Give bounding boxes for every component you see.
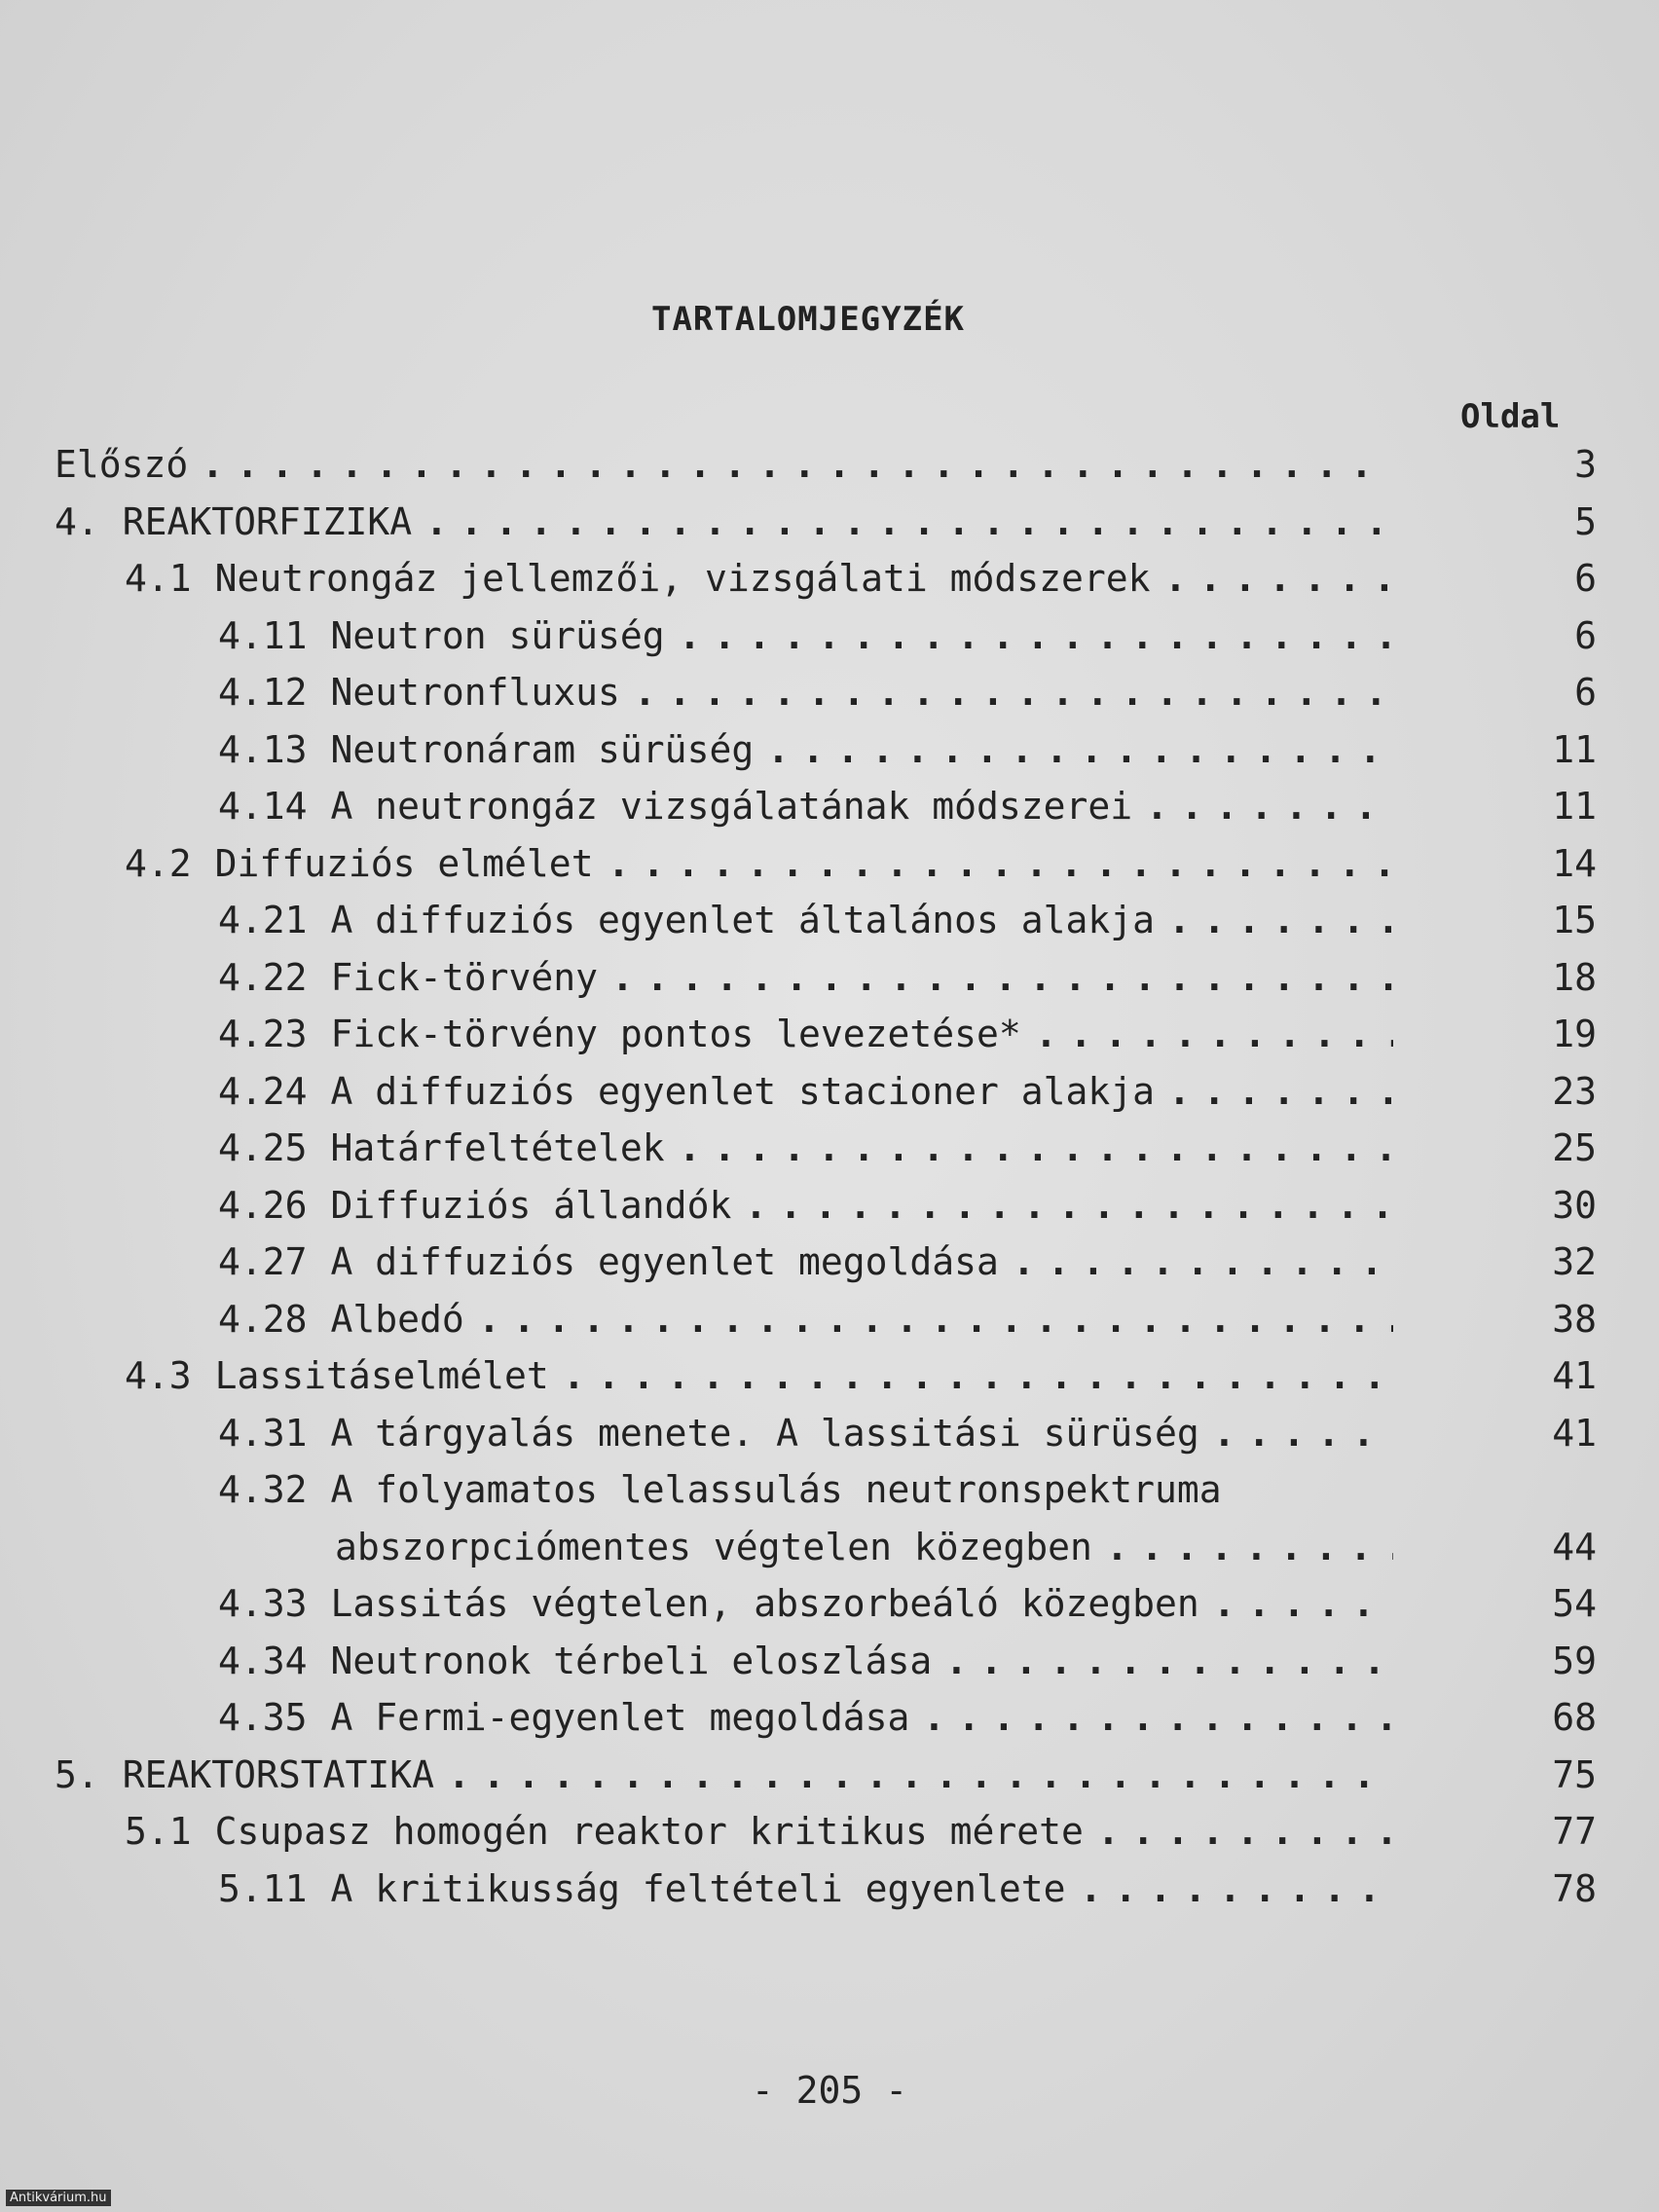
toc-entry-number: 4.26: [218, 1183, 308, 1227]
toc-page-number: 59: [1552, 1639, 1597, 1682]
toc-leader-dots: [745, 1184, 1393, 1241]
toc-entry-text: Csupasz homogén reaktor kritikus mérete: [214, 1810, 1084, 1853]
toc-entry-number: 4.24: [218, 1069, 308, 1113]
toc-entry-label: [125, 557, 1151, 600]
toc-entry-text: Határfeltételek: [330, 1126, 665, 1169]
toc-entry-text: Fick-törvény pontos levezetése*: [330, 1013, 1021, 1055]
toc-entry-number: 4.25: [218, 1126, 308, 1169]
toc-leader-dots: [448, 1753, 1393, 1811]
toc-leader-dots: [923, 1696, 1393, 1753]
toc-entry-label: [55, 1753, 434, 1796]
toc-entry-label: [218, 1126, 665, 1169]
toc-entry-text: Albedó: [330, 1297, 464, 1341]
table-of-contents: [55, 443, 1612, 1924]
toc-entry: [55, 1184, 1612, 1241]
toc-entry-number: 4.13: [218, 727, 308, 771]
toc-page-number: 23: [1552, 1069, 1597, 1113]
toc-page-number: 6: [1574, 671, 1597, 714]
toc-entry-text: Neutronok térbeli eloszlása: [330, 1639, 933, 1682]
toc-page-number: 14: [1552, 841, 1597, 885]
toc-entry-text: A diffuziós egyenlet megoldása: [330, 1240, 999, 1283]
toc-page-number: 41: [1552, 1354, 1597, 1397]
toc-entry-number: 4.35: [218, 1696, 308, 1739]
toc-entry-label: [218, 1240, 999, 1283]
toc-entry-text: Lassitás végtelen, abszorbeáló közegben: [330, 1582, 1199, 1625]
toc-entry-label: [218, 1867, 1066, 1910]
toc-entry-label: [218, 1468, 1222, 1511]
toc-entry-text: Neutron sürüség: [330, 613, 665, 657]
toc-entry: [55, 1240, 1612, 1298]
toc-entry-label: [218, 956, 598, 999]
toc-entry: [55, 1582, 1612, 1640]
toc-entry-label: [218, 1184, 731, 1227]
toc-entry-label: [218, 1640, 932, 1682]
toc-leader-dots: [1168, 1070, 1393, 1127]
toc-entry-number: 4.2: [125, 841, 192, 885]
toc-entry: [55, 899, 1612, 956]
toc-entry-text: Lassitáselmélet: [214, 1354, 549, 1397]
toc-leader-dots: [1164, 557, 1393, 614]
toc-leader-dots: [608, 842, 1393, 900]
toc-page-number: 11: [1552, 785, 1597, 828]
toc-entry-number: 4.22: [218, 955, 308, 999]
toc-leader-dots: [1213, 1412, 1393, 1469]
toc-entry-text: Neutronáram sürüség: [330, 727, 755, 771]
toc-entry-text: A folyamatos lelassulás neutronspektruma: [330, 1468, 1222, 1511]
toc-entry-number: 4.33: [218, 1582, 308, 1625]
toc-entry: [55, 1354, 1612, 1412]
toc-leader-dots: [1097, 1810, 1393, 1867]
toc-entry-label: [125, 842, 594, 885]
toc-leader-dots: [634, 671, 1393, 728]
toc-page-number: 78: [1552, 1866, 1597, 1910]
toc-entry-label: [218, 1696, 909, 1739]
toc-leader-dots: [1146, 785, 1393, 842]
toc-page-number: 68: [1552, 1696, 1597, 1739]
toc-entry-text: Fick-törvény: [330, 955, 599, 999]
toc-entry: [55, 842, 1612, 900]
toc-entry-label: [55, 443, 188, 486]
toc-entry-number: 5.: [55, 1752, 99, 1796]
toc-entry-label: [218, 1013, 1021, 1055]
toc-page-number: 25: [1552, 1126, 1597, 1169]
toc-entry: [55, 1070, 1612, 1127]
toc-entry-number: 5.1: [125, 1810, 192, 1853]
toc-leader-dots: [1080, 1867, 1393, 1925]
toc-entry-text: REAKTORSTATIKA: [122, 1752, 435, 1796]
toc-page-number: 5: [1574, 499, 1597, 543]
toc-entry-text: A neutrongáz vizsgálatának módszerei: [330, 785, 1133, 828]
toc-page-number: 77: [1552, 1810, 1597, 1853]
toc-entry-number: 4.1: [125, 557, 192, 600]
toc-entry-number: 4.23: [218, 1013, 308, 1055]
toc-entry-number: 4.11: [218, 613, 308, 657]
toc-entry: [55, 1013, 1612, 1070]
toc-page-number: 54: [1552, 1582, 1597, 1625]
toc-entry: [55, 614, 1612, 672]
toc-entry: [55, 443, 1612, 500]
toc-entry-number: 4.: [55, 499, 99, 543]
toc-page-number: 15: [1552, 899, 1597, 941]
toc-entry-number: 4.27: [218, 1240, 308, 1283]
toc-entry-number: 4.28: [218, 1297, 308, 1341]
toc-entry-label: [125, 1810, 1084, 1853]
toc-leader-dots: [563, 1354, 1393, 1412]
toc-page-number: 11: [1552, 727, 1597, 771]
toc-entry-text: REAKTORFIZIKA: [122, 499, 413, 543]
toc-entry-label: [218, 671, 620, 714]
toc-entry: [55, 1412, 1612, 1469]
toc-entry-label: [218, 614, 665, 657]
toc-entry-text: abszorpciómentes végtelen közegben: [335, 1525, 1092, 1568]
toc-entry-number: 4.12: [218, 671, 308, 714]
toc-entry-text: Előszó: [55, 443, 189, 486]
toc-entry-label: [218, 1582, 1199, 1625]
toc-page-number: 6: [1574, 613, 1597, 657]
toc-entry-label: [125, 1354, 549, 1397]
watermark: Antikvárium.hu: [6, 2190, 111, 2206]
toc-page-number: 3: [1574, 443, 1597, 486]
toc-entry: [55, 1126, 1612, 1184]
toc-entry-label: [218, 728, 754, 771]
toc-entry: [55, 1468, 1612, 1526]
toc-entry-text: Diffuziós elmélet: [214, 841, 594, 885]
toc-page-number: 75: [1552, 1752, 1597, 1796]
toc-entry-label: [218, 1298, 464, 1341]
toc-entry-label: [218, 899, 1155, 941]
toc-entry: [55, 1640, 1612, 1697]
toc-leader-dots: [425, 500, 1393, 558]
toc-leader-dots: [202, 443, 1393, 500]
toc-page-number: 41: [1552, 1411, 1597, 1455]
page-title: TARTALOMJEGYZÉK: [650, 300, 966, 339]
toc-leader-dots: [1168, 899, 1393, 956]
toc-entry-text: A diffuziós egyenlet általános alakja: [330, 899, 1155, 941]
toc-entry: [55, 1810, 1612, 1867]
toc-entry-text: Neutrongáz jellemzői, vizsgálati módszerek: [214, 557, 1151, 600]
toc-entry: [55, 557, 1612, 614]
toc-entry-text: A kritikusság feltételi egyenlete: [330, 1866, 1066, 1910]
toc-entry: [55, 956, 1612, 1014]
toc-page-number: 18: [1552, 955, 1597, 999]
toc-leader-dots: [611, 956, 1393, 1014]
toc-page-number: 6: [1574, 557, 1597, 600]
toc-entry: [55, 500, 1612, 558]
toc-page-number: 30: [1552, 1183, 1597, 1227]
toc-leader-dots: [767, 728, 1393, 786]
toc-entry-number: 4.3: [125, 1354, 192, 1397]
toc-entry-label: [55, 500, 412, 543]
toc-leader-dots: [1106, 1526, 1393, 1583]
toc-entry-label: [218, 785, 1132, 828]
toc-entry-text: A diffuziós egyenlet stacioner alakja: [330, 1069, 1155, 1113]
toc-page-number: 19: [1552, 1013, 1597, 1055]
toc-entry: [55, 785, 1612, 842]
toc-entry: [55, 1696, 1612, 1753]
toc-entry-number: 4.14: [218, 785, 308, 828]
toc-leader-dots: [1035, 1013, 1393, 1070]
toc-entry-number: 5.11: [218, 1866, 308, 1910]
toc-page-number: 38: [1552, 1297, 1597, 1341]
page-number: - 205 -: [751, 2069, 908, 2112]
page-column-label: Oldal: [1460, 397, 1561, 436]
toc-entry-label: [335, 1526, 1092, 1568]
toc-entry: [55, 671, 1612, 728]
toc-entry-label: [218, 1070, 1155, 1113]
toc-entry-number: 4.21: [218, 899, 308, 941]
toc-entry-text: A tárgyalás menete. A lassitási sürüség: [330, 1411, 1199, 1455]
toc-entry: [55, 1753, 1612, 1811]
toc-page-number: 44: [1552, 1525, 1597, 1568]
toc-entry: [55, 728, 1612, 786]
toc-leader-dots: [679, 614, 1393, 672]
toc-leader-dots: [1013, 1240, 1393, 1298]
toc-leader-dots: [945, 1640, 1393, 1697]
toc-entry: [55, 1867, 1612, 1925]
toc-entry-number: 4.34: [218, 1639, 308, 1682]
toc-entry-number: 4.32: [218, 1468, 308, 1511]
toc-entry-label: [218, 1412, 1199, 1455]
toc-entry-text: A Fermi-egyenlet megoldása: [330, 1696, 910, 1739]
toc-entry: [55, 1298, 1612, 1355]
toc-entry-text: Diffuziós állandók: [330, 1183, 732, 1227]
toc-leader-dots: [1213, 1582, 1393, 1640]
toc-entry-number: 4.31: [218, 1411, 308, 1455]
toc-entry-text: Neutronfluxus: [330, 671, 620, 714]
toc-entry: [55, 1526, 1612, 1583]
toc-leader-dots: [478, 1298, 1393, 1355]
toc-page-number: 32: [1552, 1240, 1597, 1283]
toc-leader-dots: [679, 1126, 1393, 1184]
